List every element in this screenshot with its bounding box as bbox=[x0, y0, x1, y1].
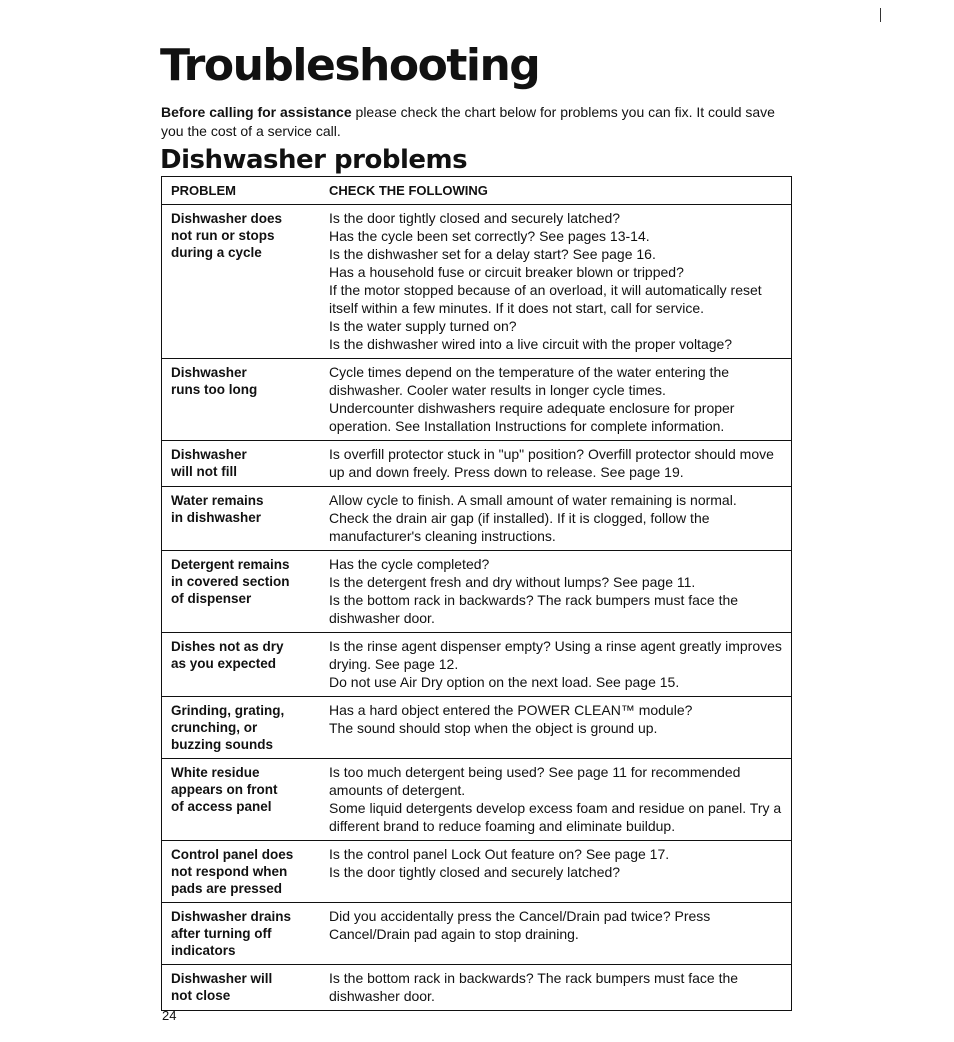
problem-line: Dishes not as dry bbox=[171, 639, 284, 654]
check-item: Is the water supply turned on? bbox=[329, 318, 517, 334]
table-row bbox=[162, 841, 792, 903]
problem-line: Dishwasher bbox=[171, 365, 247, 380]
intro-rest: please check the chart below for problems you can fix. It could save you the cost of a service call. bbox=[161, 104, 775, 139]
problem-line: White residue bbox=[171, 765, 260, 780]
check-cell bbox=[329, 903, 792, 965]
problem-cell bbox=[162, 205, 330, 359]
table-row bbox=[162, 759, 792, 841]
check-item: Has the cycle been set correctly? See pages 13-14. bbox=[329, 228, 650, 244]
section-title: Dishwasher problems bbox=[160, 145, 468, 175]
check-item: Check the drain air gap (if installed). If it is clogged, follow the manufacturer's cleaning instructions. bbox=[329, 510, 710, 544]
check-item: Cycle times depend on the temperature of the water entering the dishwasher. Cooler water results in longer cycle times. bbox=[329, 364, 730, 398]
problem-line: Dishwasher drains bbox=[171, 909, 292, 924]
problem-line: indicators bbox=[171, 943, 236, 958]
table-row bbox=[162, 487, 792, 551]
check-cell bbox=[329, 759, 792, 841]
problem-line: will not fill bbox=[171, 464, 237, 479]
table-row bbox=[162, 633, 792, 697]
intro-bold: Before calling for assistance bbox=[161, 104, 352, 120]
problem-line: of access panel bbox=[171, 799, 272, 814]
margin-mark bbox=[880, 8, 881, 22]
table-row bbox=[162, 205, 792, 359]
problem-line: Control panel does bbox=[171, 847, 294, 862]
problem-line: pads are pressed bbox=[171, 881, 283, 896]
check-cell bbox=[329, 441, 792, 487]
problem-line: Water remains bbox=[171, 493, 264, 508]
problem-cell bbox=[162, 633, 330, 697]
problem-cell bbox=[162, 841, 330, 903]
check-item: Is the dishwasher set for a delay start? See page 16. bbox=[329, 246, 656, 262]
check-item: Has a hard object entered the POWER CLEAN™ module? bbox=[329, 702, 693, 718]
header-problem: PROBLEM bbox=[162, 177, 330, 205]
check-item: Did you accidentally press the Cancel/Drain pad twice? Press Cancel/Drain pad again to stop draining. bbox=[329, 908, 711, 942]
table-row bbox=[162, 441, 792, 487]
check-item: Is the bottom rack in backwards? The rack bumpers must face the dishwasher door. bbox=[329, 592, 739, 626]
problem-line: not close bbox=[171, 988, 231, 1003]
problem-line: runs too long bbox=[171, 382, 258, 397]
check-item: Is the detergent fresh and dry without lumps? See page 11. bbox=[329, 574, 696, 590]
check-item: Has the cycle completed? bbox=[329, 556, 490, 572]
problem-line: not run or stops bbox=[171, 228, 275, 243]
problem-cell bbox=[162, 697, 330, 759]
problem-line: during a cycle bbox=[171, 245, 262, 260]
problem-cell bbox=[162, 359, 330, 441]
check-cell bbox=[329, 205, 792, 359]
problem-cell bbox=[162, 965, 330, 1011]
check-cell bbox=[329, 359, 792, 441]
check-cell bbox=[329, 633, 792, 697]
problem-line: after turning off bbox=[171, 926, 272, 941]
problem-line: of dispenser bbox=[171, 591, 252, 606]
check-item: Is the dishwasher wired into a live circuit with the proper voltage? bbox=[329, 336, 733, 352]
problem-line: in dishwasher bbox=[171, 510, 262, 525]
check-item: Is the door tightly closed and securely latched? bbox=[329, 210, 621, 226]
problem-cell bbox=[162, 759, 330, 841]
check-item: Is the rinse agent dispenser empty? Using a rinse agent greatly improves drying. See page 12. bbox=[329, 638, 782, 672]
problem-line: Detergent remains bbox=[171, 557, 290, 572]
table-row bbox=[162, 965, 792, 1011]
problem-cell bbox=[162, 487, 330, 551]
problem-line: in covered section bbox=[171, 574, 290, 589]
problem-cell bbox=[162, 903, 330, 965]
check-cell bbox=[329, 487, 792, 551]
header-check: CHECK THE FOLLOWING bbox=[329, 177, 792, 205]
check-cell bbox=[329, 841, 792, 903]
table-row bbox=[162, 903, 792, 965]
problem-line: Dishwasher does bbox=[171, 211, 283, 226]
problem-line: buzzing sounds bbox=[171, 737, 273, 752]
table-row bbox=[162, 697, 792, 759]
check-cell bbox=[329, 551, 792, 633]
check-item: Is overfill protector stuck in "up" position? Overfill protector should move up and down freely. Press down to release. See page 19. bbox=[329, 446, 774, 480]
page-title: Troubleshooting bbox=[160, 40, 540, 91]
check-item: Do not use Air Dry option on the next load. See page 15. bbox=[329, 674, 680, 690]
troubleshooting-table bbox=[161, 176, 792, 1011]
table-header-row bbox=[162, 177, 792, 205]
check-item: Some liquid detergents develop excess foam and residue on panel. Try a different brand to reduce foaming and eliminate buildup. bbox=[329, 800, 782, 834]
page-number: 24 bbox=[162, 1008, 177, 1023]
check-item: Has a household fuse or circuit breaker blown or tripped? bbox=[329, 264, 684, 280]
check-item: Allow cycle to finish. A small amount of water remaining is normal. bbox=[329, 492, 737, 508]
check-item: Is the control panel Lock Out feature on? See page 17. bbox=[329, 846, 670, 862]
check-item: Is the bottom rack in backwards? The rack bumpers must face the dishwasher door. bbox=[329, 970, 739, 1004]
problem-line: appears on front bbox=[171, 782, 278, 797]
check-item: Is the door tightly closed and securely latched? bbox=[329, 864, 621, 880]
check-cell bbox=[329, 697, 792, 759]
check-item: Undercounter dishwashers require adequate enclosure for proper operation. See Installation Instructions for complete information. bbox=[329, 400, 735, 434]
problem-line: Grinding, grating, bbox=[171, 703, 285, 718]
problem-line: as you expected bbox=[171, 656, 277, 671]
problem-line: crunching, or bbox=[171, 720, 258, 735]
problem-line: Dishwasher will bbox=[171, 971, 273, 986]
problem-line: not respond when bbox=[171, 864, 288, 879]
table-row bbox=[162, 359, 792, 441]
problem-cell bbox=[162, 441, 330, 487]
table-row bbox=[162, 551, 792, 633]
check-cell bbox=[329, 965, 792, 1011]
check-item: If the motor stopped because of an overload, it will automatically reset itself within a few minutes. If it does not start, call for service. bbox=[329, 282, 762, 316]
table-body bbox=[162, 205, 792, 1011]
problem-cell bbox=[162, 551, 330, 633]
intro-paragraph bbox=[161, 103, 801, 141]
check-item: Is too much detergent being used? See page 11 for recommended amounts of detergent. bbox=[329, 764, 741, 798]
problem-line: Dishwasher bbox=[171, 447, 247, 462]
check-item: The sound should stop when the object is ground up. bbox=[329, 720, 658, 736]
